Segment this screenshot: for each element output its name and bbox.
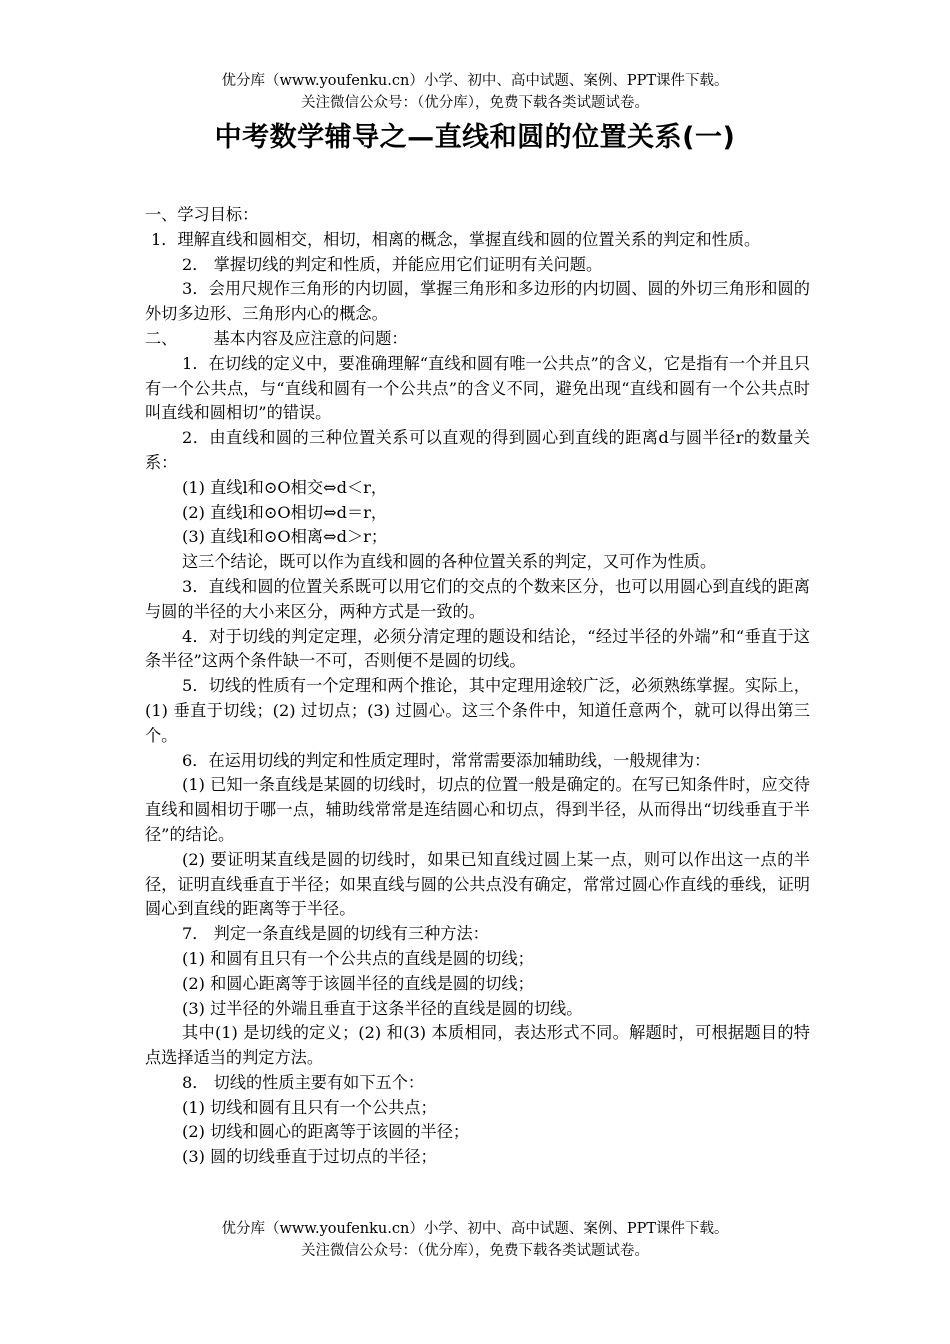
section-2-heading: [145, 327, 810, 352]
point-8-item-2: (2) 切线和圆心的距离等于该圆的半径；: [182, 1122, 470, 1142]
header-line-2: 关注微信公众号：（优分库），免费下载各类试题试卷。: [301, 95, 649, 111]
point-7-conclusion: 其中(1) 是切线的定义；(2) 和(3) 本质相同，表达形式不同。解题时，可根据题目的特点选择适当的判定方法。: [145, 1023, 810, 1068]
point-6-item-1: (1) 已知一条直线是某圆的切线时，切点的位置一般是确定的。在写已知条件时，应交待直线和圆相切于哪一点，辅助线常常是连结圆心和切点，得到半径，从而得出“切线垂直于半径”的结论。: [145, 775, 810, 844]
point-6: 6．在运用切线的判定和性质定理时，常常需要添加辅助线，一般规律为：: [182, 750, 711, 770]
point-6-item-2: (2) 要证明某直线是圆的切线时，如果已知直线过圆上某一点，则可以作出这一点的半径，证明直线垂直于半径；如果直线与圆的公共点没有确定，常常过圆心作直线的垂线，证明圆心到直线的距离等于半径。: [145, 849, 810, 919]
header-line-1: 优分库（www.youfenku.cn）小学、初中、高中试题、案例、PPT课件下载。: [221, 73, 729, 89]
goal-1: 1．理解直线和圆相交，相切，相离的概念，掌握直线和圆的位置关系的判定和性质。: [151, 229, 761, 249]
section-2-number: 二、: [145, 328, 178, 348]
point-8-item-1: (1) 切线和圆有且只有一个公共点；: [182, 1097, 437, 1117]
goal-3: 3．会用尺规作三角形的内切圆，掌握三角形和多边形的内切圆、圆的外切三角形和圆的外切多边形、三角形内心的概念。: [145, 279, 810, 324]
point-7: 7． 判定一条直线是圆的切线有三种方法：: [182, 924, 489, 944]
footer-line-2: 关注微信公众号：（优分库），免费下载各类试题试卷。: [301, 1243, 649, 1259]
document-title: 中考数学辅导之—直线和圆的位置关系(一): [214, 122, 736, 153]
point-2-conclusion: 这三个结论，既可以作为直线和圆的各种位置关系的判定，又可作为性质。: [182, 552, 717, 572]
point-4: 4．对于切线的判定定理，必须分清定理的题设和结论，“经过半径的外端”和“垂直于这条半径”这两个条件缺一不可，否则便不是圆的切线。: [145, 626, 810, 671]
page-footer: [0, 1218, 950, 1262]
point-7-item-3: (3) 过半径的外端且垂直于这条半径的直线是圆的切线。: [182, 998, 583, 1018]
point-1: 1．在切线的定义中，要准确理解“直线和圆有唯一公共点”的含义，它是指有一个并且只有一个公共点，与“直线和圆有一个公共点”的含义不同，避免出现“直线和圆有一个公共点时叫直线和圆相切”的错误。: [145, 353, 810, 423]
point-8: 8． 切线的性质主要有如下五个：: [182, 1072, 425, 1092]
point-2: 2．由直线和圆的三种位置关系可以直观的得到圆心到直线的距离d与圆半径r的数量关系：: [145, 428, 810, 472]
page-header: [0, 70, 950, 114]
point-7-item-1: (1) 和圆有且只有一个公共点的直线是圆的切线；: [182, 948, 534, 968]
point-2-item-3: (3) 直线l和⊙O相离⇔d＞r；: [182, 527, 388, 547]
document-body: [145, 203, 810, 1170]
point-7-item-2: (2) 和圆心距离等于该圆半径的直线是圆的切线；: [182, 973, 534, 993]
point-2-item-1: (1) 直线l和⊙O相交⇔d＜r，: [182, 477, 388, 497]
goal-2: 2． 掌握切线的判定和性质，并能应用它们证明有关问题。: [182, 254, 603, 274]
footer-line-1: 优分库（www.youfenku.cn）小学、初中、高中试题、案例、PPT课件下载。: [221, 1221, 729, 1237]
point-2-item-2: (2) 直线l和⊙O相切⇔d＝r，: [182, 502, 388, 522]
point-3: 3．直线和圆的位置关系既可以用它们的交点的个数来区分，也可以用圆心到直线的距离与圆的半径的大小来区分，两种方式是一致的。: [145, 576, 810, 621]
section-2-title: 基本内容及应注意的问题：: [213, 328, 408, 348]
point-8-item-3: (3) 圆的切线垂直于过切点的半径；: [182, 1147, 437, 1167]
section-1-heading: 一、学习目标：: [145, 205, 259, 224]
point-5: 5．切线的性质有一个定理和两个推论，其中定理用途较广泛，必须熟练掌握。实际上，(1) 垂直于切线；(2) 过切点；(3) 过圆心。这三个条件中，知道任意两个，就可以得出第三个。: [145, 676, 810, 745]
